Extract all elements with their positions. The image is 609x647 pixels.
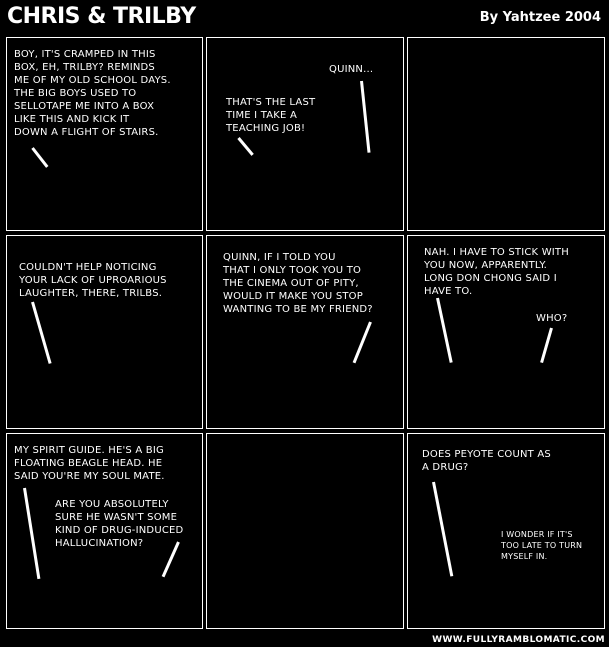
comic-panel-2 <box>206 37 404 231</box>
speech-tail <box>360 81 371 153</box>
speech-tail <box>432 482 453 577</box>
speech-tail <box>23 488 40 579</box>
speech-text: QUINN, IF I TOLD YOU THAT I ONLY TOOK YOU TO THE CINEMA OUT OF PITY, WOULD IT MAKE YOU STOP WANTING TO BE MY FRIEND? <box>223 252 373 315</box>
speech-tail <box>353 321 372 363</box>
speech-text: QUINN... <box>329 64 374 75</box>
comic-title: CHRIS & TRILBY <box>7 4 196 29</box>
comic-byline: By Yahtzee 2004 <box>479 10 601 25</box>
speech-tail <box>436 298 453 363</box>
comic-panel-4 <box>6 235 203 429</box>
speech-text: COULDN'T HELP NOTICING YOUR LACK OF UPROARIOUS LAUGHTER, THERE, TRILBS. <box>19 262 167 299</box>
speech-tail <box>31 147 48 168</box>
comic-panel-5 <box>206 235 404 429</box>
speech-text: DOES PEYOTE COUNT AS A DRUG? <box>422 449 551 473</box>
comic-panel-7 <box>6 433 203 629</box>
comic-panel-3 <box>407 37 605 231</box>
speech-tail <box>237 137 253 156</box>
speech-text: THAT'S THE LAST TIME I TAKE A TEACHING JOB! <box>226 97 316 134</box>
speech-text: NAH. I HAVE TO STICK WITH YOU NOW, APPARENTLY. LONG DON CHONG SAID I HAVE TO. <box>424 247 569 297</box>
speech-text: I WONDER IF IT'S TOO LATE TO TURN MYSELF IN. <box>501 530 583 561</box>
speech-text: ARE YOU ABSOLUTELY SURE HE WASN'T SOME KIND OF DRUG-INDUCED HALLUCINATION? <box>55 499 184 549</box>
site-url: WWW.FULLYRAMBLOMATIC.COM <box>432 635 605 645</box>
speech-tail <box>540 328 553 363</box>
speech-text: BOY, IT'S CRAMPED IN THIS BOX, EH, TRILBY? REMINDS ME OF MY OLD SCHOOL DAYS. THE BIG BOYS USED TO SELLOTAPE ME INTO A BOX LIKE THIS AND KICK IT DOWN A FLIGHT OF STAIRS. <box>14 49 171 138</box>
comic-panel-6 <box>407 235 605 429</box>
speech-tail <box>31 302 52 364</box>
speech-text: WHO? <box>536 313 568 324</box>
speech-text: MY SPIRIT GUIDE. HE'S A BIG FLOATING BEAGLE HEAD. HE SAID YOU'RE MY SOUL MATE. <box>14 445 165 482</box>
comic-panel-9 <box>407 433 605 629</box>
comic-panel-1 <box>6 37 203 231</box>
comic-panel-8 <box>206 433 404 629</box>
